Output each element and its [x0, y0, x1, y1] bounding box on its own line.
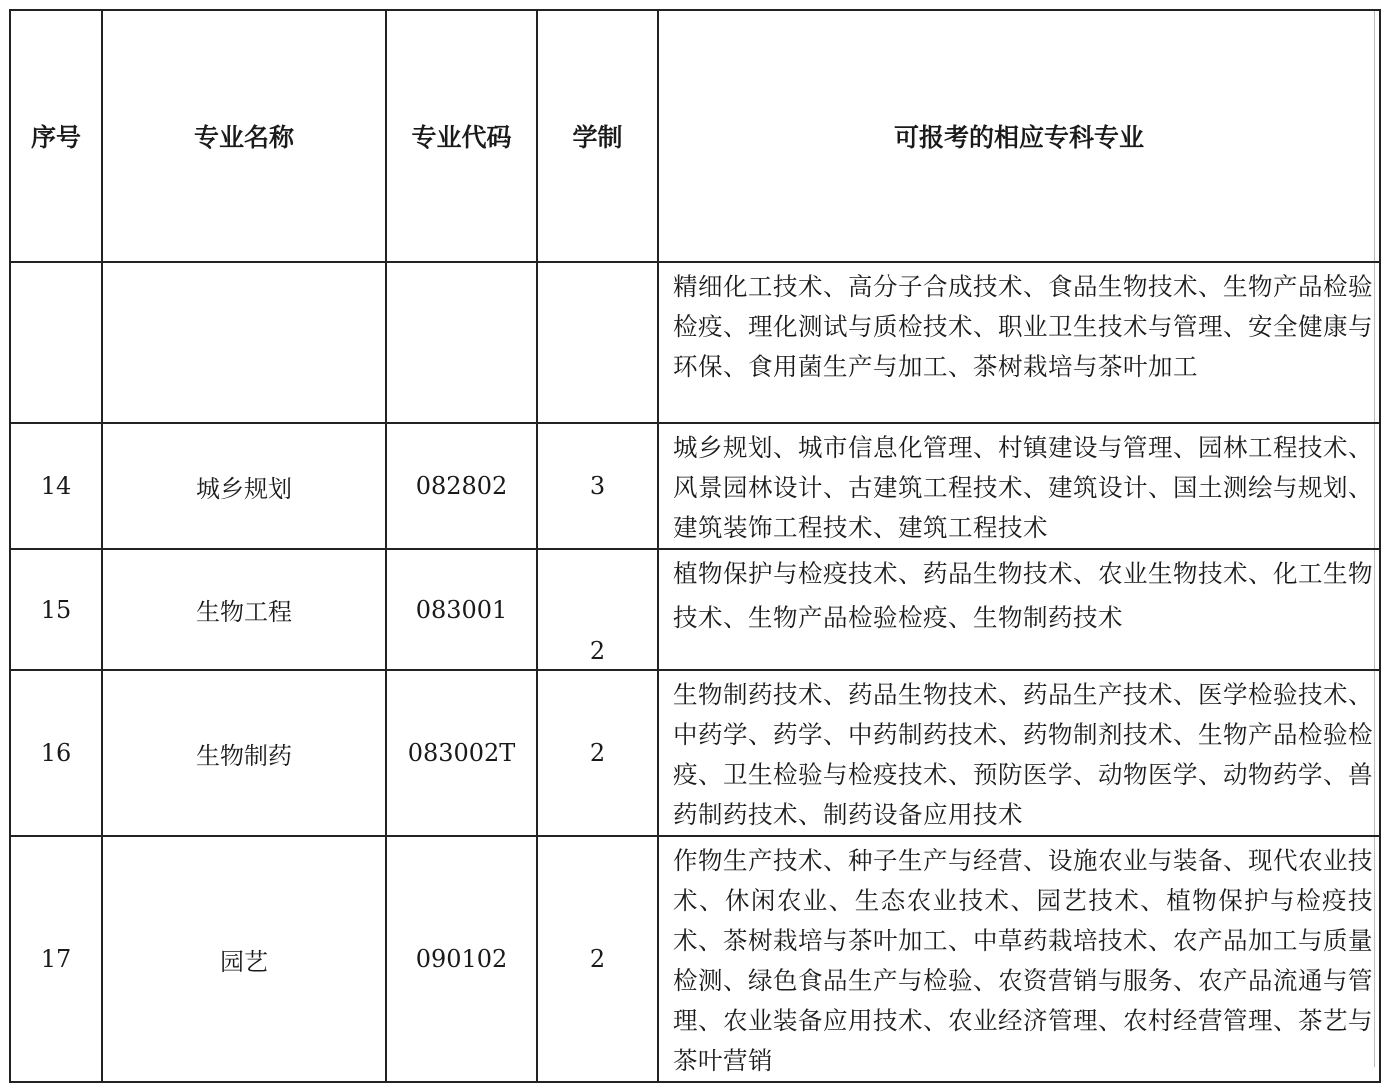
header-eligible-majors: 可报考的相应专科专业: [658, 10, 1380, 262]
row-major-name: 生物制药: [102, 670, 386, 836]
row-major-code: 083002T: [386, 670, 537, 836]
table-row: [10, 549, 1380, 670]
row-major-name: 城乡规划: [102, 423, 386, 549]
row-eligible-majors: 作物生产技术、种子生产与经营、设施农业与装备、现代农业技术、休闲农业、生态农业技术、园艺技术、植物保护与检疫技术、茶树栽培与茶叶加工、中草药栽培技术、农产品加工与质量检测、绿色食品生产与检验、农资营销与服务、农产品流通与管理、农业装备应用技术、农业经济管理、农村经营管理、茶艺与茶叶营销: [658, 836, 1380, 1082]
row-duration: 3: [537, 423, 658, 549]
header-index: 序号: [10, 10, 102, 262]
row-eligible-majors: 生物制药技术、药品生物技术、药品生产技术、医学检验技术、中药学、药学、中药制药技术、药物制剂技术、生物产品检验检疫、卫生检验与检疫技术、预防医学、动物医学、动物药学、兽药制药技术、制药设备应用技术: [658, 670, 1380, 836]
row-index: 17: [10, 836, 102, 1082]
header-duration: 学制: [537, 10, 658, 262]
table-row: [10, 670, 1380, 836]
row-eligible-majors: 城乡规划、城市信息化管理、村镇建设与管理、园林工程技术、风景园林设计、古建筑工程技术、建筑设计、国土测绘与规划、建筑装饰工程技术、建筑工程技术: [658, 423, 1380, 549]
row-duration: 2: [537, 549, 658, 670]
table-row: [10, 262, 1380, 423]
row-major-code: [386, 262, 537, 423]
row-major-code: 083001: [386, 549, 537, 670]
row-index: 15: [10, 549, 102, 670]
header-row: [10, 10, 1380, 262]
row-major-name: 园艺: [102, 836, 386, 1082]
row-major-code: 090102: [386, 836, 537, 1082]
header-major-code: 专业代码: [386, 10, 537, 262]
row-major-name: [102, 262, 386, 423]
majors-table: [9, 9, 1381, 1083]
row-major-code: 082802: [386, 423, 537, 549]
row-index: 14: [10, 423, 102, 549]
row-index: [10, 262, 102, 423]
row-duration: 2: [537, 670, 658, 836]
row-duration: [537, 262, 658, 423]
header-major-name: 专业名称: [102, 10, 386, 262]
table-row: [10, 836, 1380, 1082]
row-eligible-majors: 精细化工技术、高分子合成技术、食品生物技术、生物产品检验检疫、理化测试与质检技术、职业卫生技术与管理、安全健康与环保、食用菌生产与加工、茶树栽培与茶叶加工: [658, 262, 1380, 423]
row-eligible-majors: 植物保护与检疫技术、药品生物技术、农业生物技术、化工生物技术、生物产品检验检疫、生物制药技术: [658, 549, 1380, 670]
row-index: 16: [10, 670, 102, 836]
row-duration: 2: [537, 836, 658, 1082]
table-row: [10, 423, 1380, 549]
row-major-name: 生物工程: [102, 549, 386, 670]
